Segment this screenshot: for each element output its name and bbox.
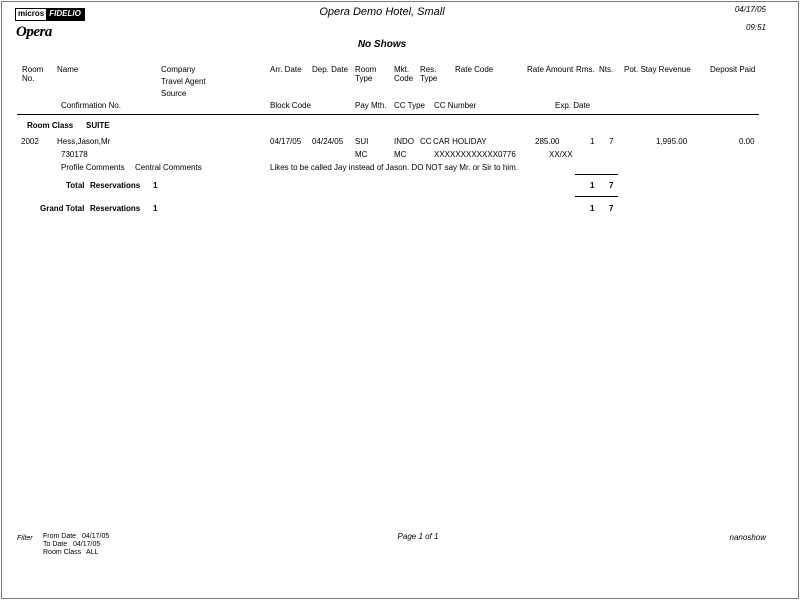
logo-fidelio-text: FIDELIO <box>46 9 84 20</box>
report-code: nanoshow <box>729 533 766 542</box>
col-room-no-1: Room <box>22 65 44 74</box>
res-dep-date: 04/24/05 <box>312 137 344 146</box>
total-separator-top <box>575 174 618 175</box>
col-source: Source <box>161 89 187 98</box>
col-nts: Nts. <box>599 65 614 74</box>
total-reservations-count: 1 <box>153 181 158 190</box>
filter-label: Filter <box>17 535 33 542</box>
hotel-name: Opera Demo Hotel, Small <box>319 6 445 18</box>
col-pot-stay-revenue: Pot. Stay Revenue <box>624 65 691 74</box>
filter-room-class-label: Room Class <box>43 549 82 556</box>
header-rule <box>17 114 759 115</box>
res-deposit-paid: 0.00 <box>739 137 755 146</box>
col-room-type-2: Type <box>355 74 373 83</box>
col-res-type-2: Type <box>420 74 438 83</box>
report-page <box>1 1 799 599</box>
res-room-no: 2002 <box>21 137 39 146</box>
res-room-type: SUI <box>355 137 369 146</box>
res-pay-mth: MC <box>355 150 368 159</box>
profile-comments-label: Profile Comments <box>61 163 125 172</box>
total-nts: 7 <box>609 181 614 190</box>
col-mkt-code-2: Code <box>394 74 414 83</box>
grand-total-label: Grand Total <box>40 204 85 213</box>
col-pay-mth: Pay Mth. <box>355 101 387 110</box>
central-comments-label: Central Comments <box>135 163 202 172</box>
filter-to-date-label: To Date <box>43 541 68 548</box>
res-rate-amount: 285.00 <box>535 137 560 146</box>
grand-total-nts: 7 <box>609 204 614 213</box>
col-rate-code: Rate Code <box>455 65 494 74</box>
grand-reservations-count: 1 <box>153 204 158 213</box>
res-mkt-code: INDO <box>394 137 414 146</box>
filter-room-class: ALL <box>86 549 99 556</box>
res-cc-number: XXXXXXXXXXXX0776 <box>434 150 516 159</box>
total-separator-bottom <box>575 196 618 197</box>
group-value: SUITE <box>86 121 110 130</box>
opera-logo: Opera <box>16 24 52 40</box>
col-company: Company <box>161 65 196 74</box>
filter-to-date: 04/17/05 <box>73 541 101 548</box>
col-mkt-code-1: Mkt. <box>394 65 410 74</box>
report-title: No Shows <box>357 39 407 50</box>
col-deposit-paid: Deposit Paid <box>710 65 756 74</box>
page-number: Page 1 of 1 <box>397 532 439 541</box>
col-arr-date: Arr. Date <box>270 65 302 74</box>
report-time: 09:51 <box>745 23 766 32</box>
grand-reservations-label: Reservations <box>90 204 141 213</box>
filter-from-date: 04/17/05 <box>82 533 110 540</box>
col-confirmation-no: Confirmation No. <box>61 101 122 110</box>
res-cc-type: MC <box>394 150 407 159</box>
col-room-no-2: No. <box>22 74 35 83</box>
total-label: Total <box>66 181 85 190</box>
filter-from-date-label: From Date <box>43 533 77 540</box>
col-cc-type: CC Type <box>394 101 425 110</box>
res-res-type: CC <box>420 137 432 146</box>
res-rate-code: CAR HOLIDAY <box>433 137 487 146</box>
total-reservations-label: Reservations <box>90 181 141 190</box>
res-exp-date: XX/XX <box>549 150 573 159</box>
res-comment: Likes to be called Jay instead of Jason. DO NOT say Mr. or Sir to him. <box>270 163 518 172</box>
report-date: 04/17/05 <box>734 5 766 14</box>
col-cc-number: CC Number <box>434 101 477 110</box>
res-confirmation-no: 730178 <box>61 150 88 159</box>
total-rms: 1 <box>590 181 595 190</box>
col-rms: Rms. <box>576 65 595 74</box>
res-name: Hess,Jason,Mr <box>57 137 111 146</box>
col-travel-agent: Travel Agent <box>161 77 206 86</box>
col-res-type-1: Res. <box>420 65 437 74</box>
res-nts: 7 <box>609 137 614 146</box>
col-room-type-1: Room <box>355 65 377 74</box>
res-pot-stay-revenue: 1,995.00 <box>656 137 688 146</box>
res-arr-date: 04/17/05 <box>270 137 302 146</box>
col-exp-date: Exp. Date <box>555 101 591 110</box>
col-rate-amount: Rate Amount <box>527 65 574 74</box>
col-name: Name <box>57 65 79 74</box>
logo-micros-text: micros <box>18 9 45 18</box>
group-label: Room Class <box>27 121 74 130</box>
col-dep-date: Dep. Date <box>312 65 349 74</box>
res-rms: 1 <box>590 137 595 146</box>
grand-total-rms: 1 <box>590 204 595 213</box>
col-block-code: Block Code <box>270 101 311 110</box>
